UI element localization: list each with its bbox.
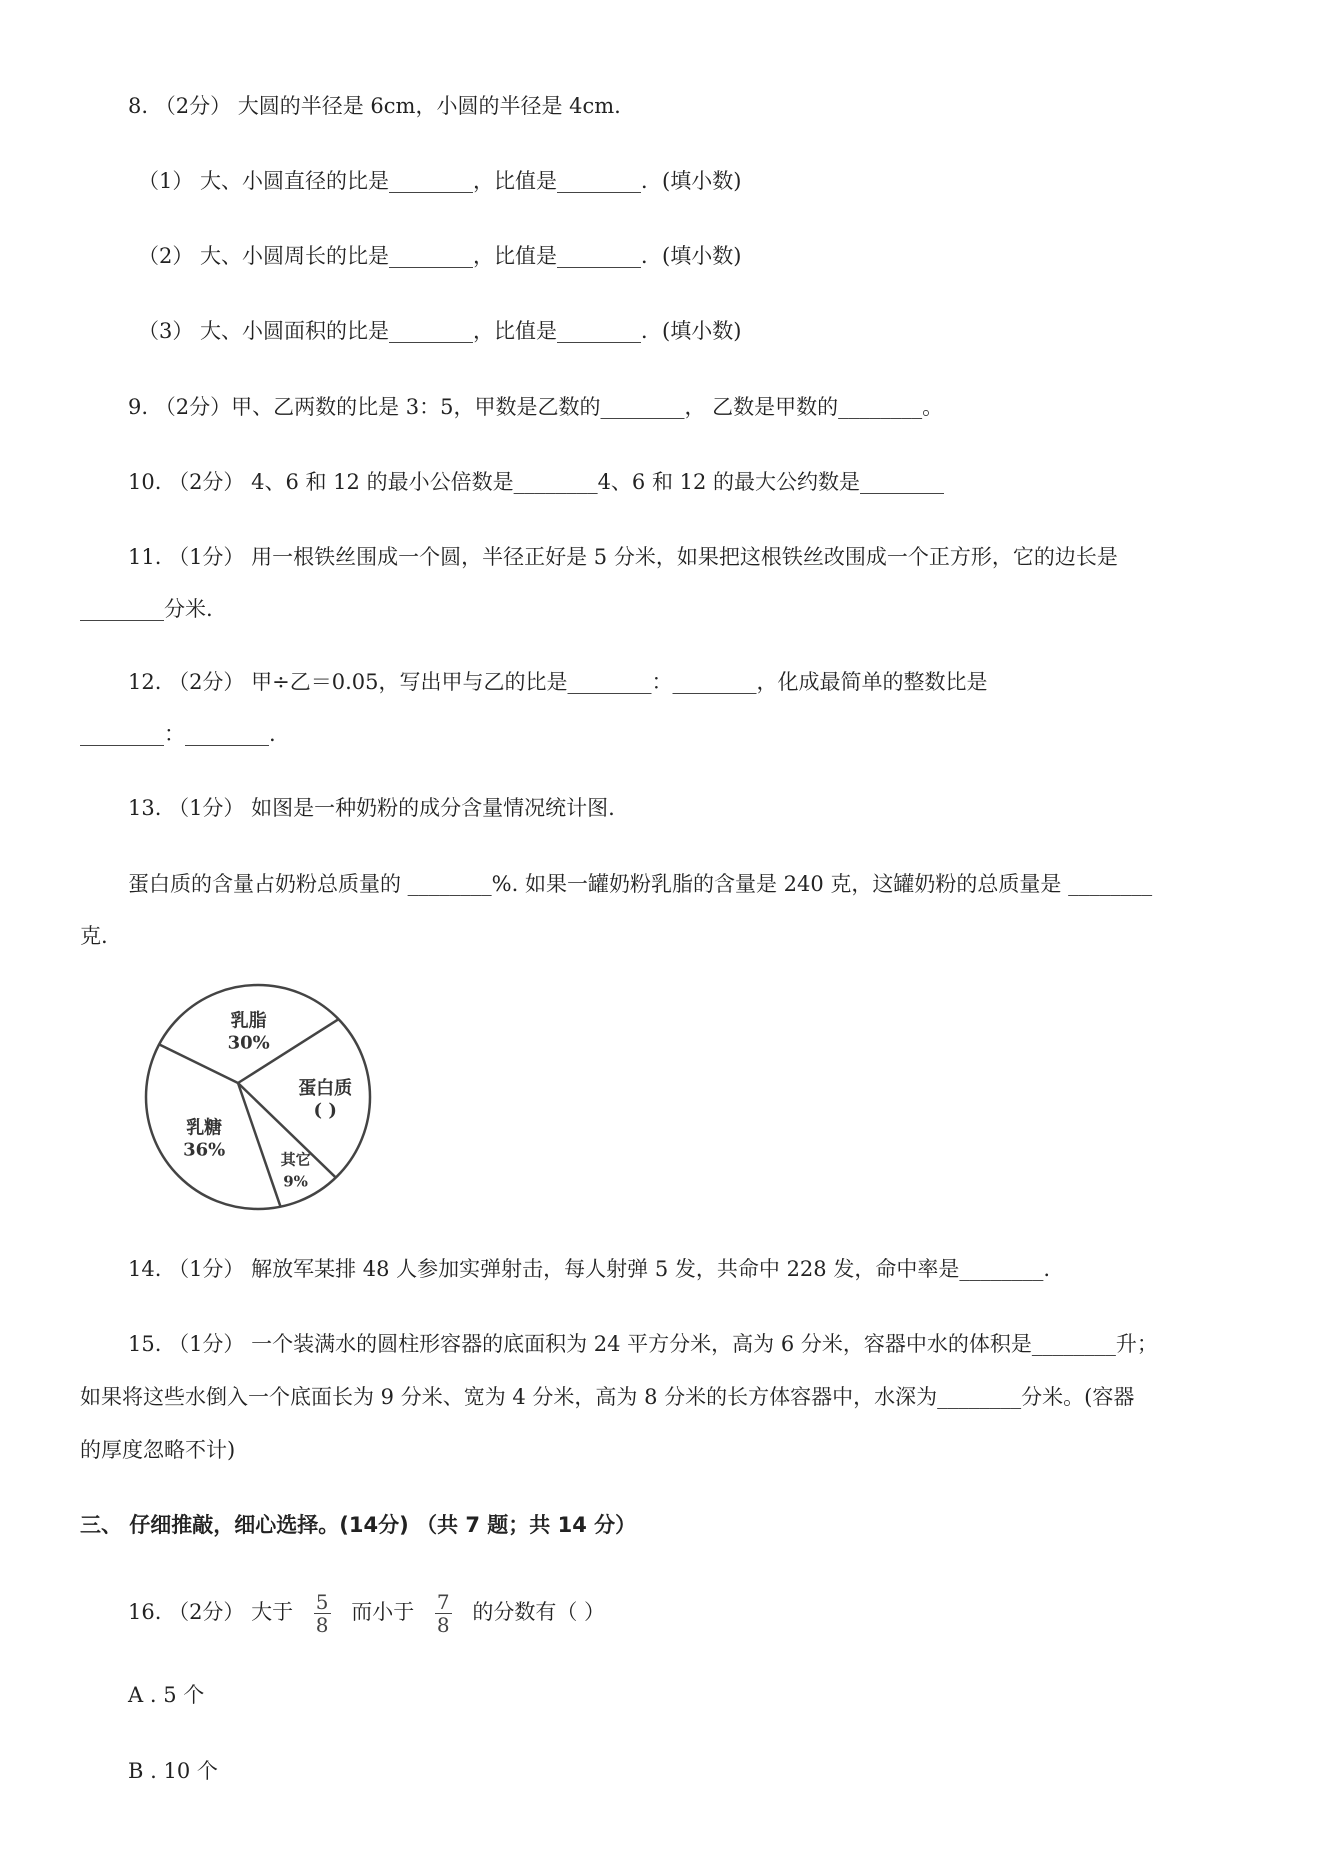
q8-part1: （1） 大、小圆直径的比是________，比值是________．(填小数) <box>138 169 742 193</box>
q15-line1: 15. （1分） 一个装满水的圆柱形容器的底面积为 24 平方分米，高为 6 分米，容器中水的体积是________升； <box>128 1332 1158 1356</box>
q16-option-a[interactable]: A . 5 个 <box>128 1683 205 1707</box>
section-3-heading: 三、 仔细推敲，细心选择。(14分) （共 7 题；共 14 分） <box>80 1513 637 1537</box>
q16-option-b[interactable]: B . 10 个 <box>128 1759 218 1783</box>
q8-stem: 8. （2分） 大圆的半径是 6cm，小圆的半径是 4cm. <box>128 94 621 118</box>
q11-line2: ________分米. <box>80 597 213 621</box>
fraction-5-8: $\frac{5}{8}$ <box>315 1590 329 1637</box>
q16-suffix: 的分数有（ ） <box>472 1600 606 1624</box>
q13-line2: 克. <box>80 924 108 948</box>
q12-line2: ________：________. <box>80 722 276 746</box>
pie-slice-value: ( ) <box>313 1100 337 1122</box>
pie-slice-label: 乳脂 <box>230 1010 267 1032</box>
pie-chart <box>130 975 390 1220</box>
q14: 14. （1分） 解放军某排 48 人参加实弹射击，每人射弹 5 发，共命中 228 发，命中率是________. <box>128 1257 1050 1281</box>
q13-stem: 13. （1分） 如图是一种奶粉的成分含量情况统计图. <box>128 796 615 820</box>
q8-part2: （2） 大、小圆周长的比是________，比值是________．(填小数) <box>138 244 742 268</box>
pie-slice-label: 其它 <box>280 1150 311 1169</box>
pie-slice-value: 30% <box>227 1032 270 1054</box>
pie-divider <box>238 1083 281 1207</box>
pie-divider <box>159 1044 238 1083</box>
q8-part3: （3） 大、小圆面积的比是________，比值是________．(填小数) <box>138 319 742 343</box>
q10: 10. （2分） 4、6 和 12 的最小公倍数是________4、6 和 12 的最大公约数是________ <box>128 470 945 494</box>
q15-line3: 的厚度忽略不计) <box>80 1438 236 1462</box>
q16-middle: 而小于 <box>351 1600 415 1624</box>
pie-slice-value: 9% <box>283 1172 308 1191</box>
fraction-7-8: $\frac{7}{8}$ <box>436 1590 450 1637</box>
q16-stem <box>128 1582 605 1642</box>
pie-slice-label: 蛋白质 <box>298 1078 353 1100</box>
pie-slice-value: 36% <box>183 1139 226 1161</box>
pie-slice-label: 乳糖 <box>186 1117 223 1139</box>
q16-prefix: 16. （2分） 大于 <box>128 1600 294 1624</box>
q13-line1: 蛋白质的含量占奶粉总质量的 ________%. 如果一罐奶粉乳脂的含量是 240 克，这罐奶粉的总质量是 ________ <box>128 872 1153 896</box>
q9: 9. （2分）甲、乙两数的比是 3：5，甲数是乙数的________， 乙数是甲数的________。 <box>128 395 944 419</box>
q15-line2: 如果将这些水倒入一个底面长为 9 分米、宽为 4 分米，高为 8 分米的长方体容器中，水深为________分米。(容器 <box>80 1385 1135 1409</box>
q11-line1: 11. （1分） 用一根铁丝围成一个圆，半径正好是 5 分米，如果把这根铁丝改围成一个正方形，它的边长是 <box>128 545 1118 569</box>
q12-line1: 12. （2分） 甲÷乙＝0.05，写出甲与乙的比是________：________，化成最简单的整数比是 <box>128 670 988 694</box>
